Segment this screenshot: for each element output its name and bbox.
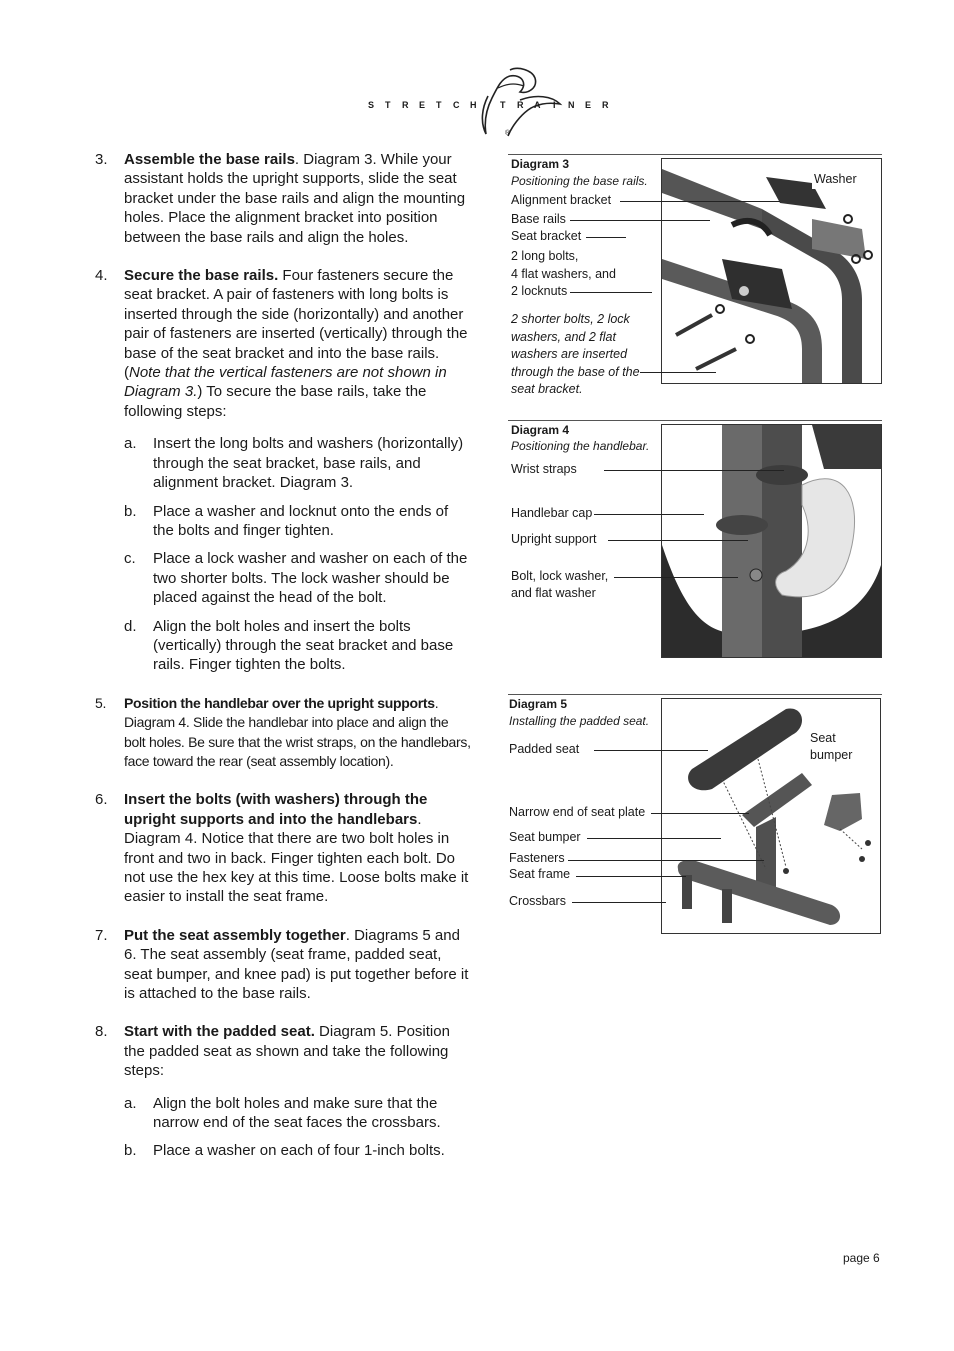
logo-letter: E xyxy=(419,100,426,110)
leader-line xyxy=(594,514,704,515)
step-title: Assemble the base rails xyxy=(124,151,295,168)
step-title: Secure the base rails. xyxy=(124,267,279,285)
substep xyxy=(124,1094,473,1133)
substep-letter: a. xyxy=(124,1094,137,1112)
label-bolt-lock-washer: Bolt, lock washer, xyxy=(511,569,609,583)
leader-line xyxy=(572,902,666,903)
diagram-caption: Positioning the base rails. xyxy=(511,174,648,188)
step-7 xyxy=(95,926,473,1004)
leader-line xyxy=(604,470,784,471)
diagram-3 xyxy=(508,154,882,394)
handlebar-illustration xyxy=(661,424,882,658)
step-number: 6. xyxy=(95,791,108,809)
diagram-4 xyxy=(508,420,882,660)
step-title: Put the seat assembly together xyxy=(124,926,346,944)
label-washer: Washer xyxy=(812,171,859,189)
leader-line xyxy=(586,237,626,238)
leader-line xyxy=(576,876,686,877)
logo-letter: N xyxy=(568,100,575,110)
step-text: Diagram 5. Position the padded seat as shown and take the following steps: xyxy=(124,1023,450,1080)
substep-list xyxy=(124,434,473,674)
label-narrow-end: Narrow end of seat plate xyxy=(509,805,646,819)
step-text: . Diagrams 5 and 6. The seat assembly (seat frame, padded seat, seat bumper, and knee pad) is put together before it is attached to the base rails. xyxy=(124,926,469,1003)
diagram-title: Diagram 4 xyxy=(511,423,570,437)
logo-letter: S xyxy=(368,100,375,110)
label-seat-bumper-right: Seat xyxy=(810,730,836,748)
logo-letter: R xyxy=(517,100,524,110)
step-3 xyxy=(95,150,473,247)
step-note: Note that the vertical fasteners are not shown in Diagram 3. xyxy=(124,364,447,401)
label-flat-washer: and flat washer xyxy=(511,586,596,600)
substep xyxy=(124,502,473,541)
logo-letter: R xyxy=(602,100,609,110)
leader-line xyxy=(568,860,764,861)
substep-text: Align the bolt holes and insert the bolts (vertically) through the seat bracket and base rails. Finger tighten the bolts. xyxy=(153,617,454,674)
logo-letter: A xyxy=(534,100,541,110)
label-alignment-bracket: Alignment bracket xyxy=(511,193,612,207)
logo-letter: I xyxy=(553,100,556,110)
step-5 xyxy=(95,694,473,772)
label-seat-bumper: Seat bumper xyxy=(509,830,581,844)
step-text: Four fasteners secure the seat bracket. A pair of fasteners with long bolts is inserted through the side (horizontally) and another pair of fasteners are inserted (vertically) through the base of the seat bracket and into the base rails. ( xyxy=(124,267,468,382)
padded-seat-drawing-icon xyxy=(662,699,880,933)
label-crossbars: Crossbars xyxy=(509,894,566,908)
diagram-5 xyxy=(508,694,882,934)
step-title: Position the handlebar over the upright supports xyxy=(124,694,435,711)
base-rails-illustration xyxy=(661,158,882,384)
substep-letter: b. xyxy=(124,1142,137,1160)
label-fasteners: Fasteners xyxy=(509,851,565,865)
substep xyxy=(124,549,473,607)
step-text: . Diagram 4. Notice that there are two bolt holes in front and two in back. Finger tighten each bolt. Do not use the hex key at this time. Loose bolts make it easier to install the seat frame. xyxy=(124,810,469,906)
diagram-note: 2 shorter bolts, 2 lock washers, and 2 flat washers are inserted through the base of the seat bracket. xyxy=(511,312,640,396)
label-wrist-straps: Wrist straps xyxy=(511,462,577,476)
leader-line xyxy=(614,577,738,578)
handlebar-drawing-icon xyxy=(662,425,881,657)
leader-line xyxy=(651,813,749,814)
label-seat-bumper-right: bumper xyxy=(810,747,852,765)
label-seat-frame: Seat frame xyxy=(509,867,571,881)
diagram-caption: Installing the padded seat. xyxy=(509,714,650,728)
step-text: . Diagram 3. While your assistant holds the upright supports, slide the seat bracket under the base rails and align the mounting holes. Place the alignment bracket into position between the base rails and align the holes. xyxy=(124,151,466,246)
label-padded-seat: Padded seat xyxy=(509,742,580,756)
step-8 xyxy=(95,1022,473,1160)
leader-line xyxy=(608,540,748,541)
leader-line xyxy=(640,372,716,373)
logo-swoosh-icon xyxy=(360,64,620,144)
substep xyxy=(124,617,473,675)
substep xyxy=(124,434,473,492)
logo-letter: T xyxy=(500,100,506,110)
substep-text: Align the bolt holes and make sure that the narrow end of the seat faces the crossbars. xyxy=(153,1094,441,1132)
step-number: 3. xyxy=(95,151,108,168)
leader-line xyxy=(570,292,652,293)
substep-text: Place a lock washer and washer on each of the two shorter bolts. The lock washer should be placed against the head of the bolt. xyxy=(153,550,468,607)
padded-seat-illustration xyxy=(661,698,881,934)
leader-line xyxy=(620,201,780,202)
stretchtrainer-logo xyxy=(360,64,620,144)
step-number: 7. xyxy=(95,926,108,944)
step-title: Start with the padded seat. xyxy=(124,1023,315,1041)
instructions-column xyxy=(95,150,473,1180)
label-long-bolts: 2 long bolts, xyxy=(511,249,579,263)
step-4 xyxy=(95,266,473,675)
substep-text: Insert the long bolts and washers (horizontally) through the seat bracket, base rails, and alignment bracket. Diagram 3. xyxy=(153,435,464,492)
substep-list xyxy=(124,1094,473,1161)
substep-letter: d. xyxy=(124,617,137,635)
label-locknuts: 2 locknuts xyxy=(511,284,568,298)
logo-letter: C xyxy=(453,100,460,110)
substep-letter: b. xyxy=(124,502,137,520)
registered-mark: ® xyxy=(505,130,511,137)
divider xyxy=(508,694,882,695)
label-handlebar-cap: Handlebar cap xyxy=(511,506,593,520)
logo-letter: T xyxy=(385,100,391,110)
logo-letter: H xyxy=(470,100,477,110)
step-title: Insert the bolts (with washers) through the upright supports and into the handlebars xyxy=(124,791,428,828)
divider xyxy=(508,420,882,421)
step-text: . Diagram 4. Slide the handlebar into place and align the bolt holes. Be sure that the wrist straps, on the handlebars, face toward the rear (seat assembly location). xyxy=(124,694,471,769)
step-number: 4. xyxy=(95,267,108,285)
base-rails-drawing-icon xyxy=(662,159,881,383)
substep-letter: a. xyxy=(124,435,137,453)
diagram-title: Diagram 5 xyxy=(509,697,568,711)
diagram-title: Diagram 3 xyxy=(511,157,570,171)
leader-line xyxy=(570,220,710,221)
step-6 xyxy=(95,790,473,906)
label-upright-support: Upright support xyxy=(511,532,597,546)
logo-letter: E xyxy=(585,100,592,110)
leader-line xyxy=(594,750,708,751)
logo-letter: T xyxy=(436,100,442,110)
substep-text: Place a washer on each of four 1-inch bolts. xyxy=(153,1142,445,1160)
step-text: ) To secure the base rails, take the following steps: xyxy=(124,383,427,420)
substep-text: Place a washer and locknut onto the ends of the bolts and finger tighten. xyxy=(153,502,449,539)
logo-letter: R xyxy=(402,100,409,110)
substep xyxy=(124,1141,473,1160)
page-number: page 6 xyxy=(843,1251,880,1265)
leader-line xyxy=(587,838,721,839)
label-base-rails: Base rails xyxy=(511,212,566,226)
divider xyxy=(508,154,882,155)
step-number: 8. xyxy=(95,1023,108,1041)
diagram-caption: Positioning the handlebar. xyxy=(511,439,650,453)
label-flat-washers: 4 flat washers, and xyxy=(511,267,616,281)
step-number: 5. xyxy=(95,694,107,711)
label-seat-bracket: Seat bracket xyxy=(511,229,582,243)
substep-letter: c. xyxy=(124,550,136,568)
